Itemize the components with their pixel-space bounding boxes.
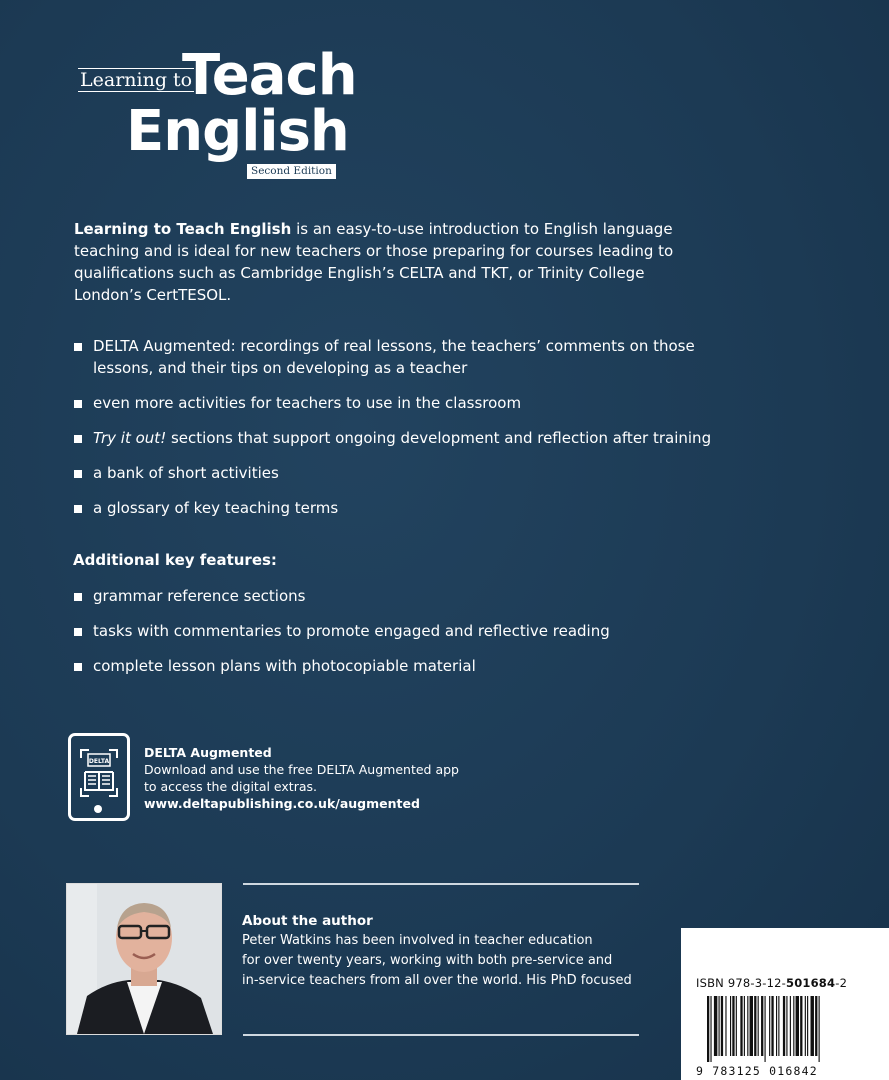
about-author-line: in-service teachers from all over the world. His PhD focused bbox=[242, 973, 632, 988]
bullet-square-icon bbox=[74, 505, 82, 513]
intro-text: is an easy-to-use introduction to English language teaching and is ideal for new teachers or those preparing for courses leading to qualifications such as Cambridge English’s CELTA and TKT, or Trinity College London’s CertTESOL. bbox=[74, 220, 674, 304]
bullet-square-icon bbox=[74, 343, 82, 351]
book-logo bbox=[78, 43, 357, 186]
about-author-heading: About the author bbox=[242, 913, 373, 929]
bullet-square-icon bbox=[74, 593, 82, 601]
intro-paragraph bbox=[74, 218, 714, 306]
list-item: grammar reference sections bbox=[74, 585, 754, 607]
bullet-square-icon bbox=[74, 470, 82, 478]
divider-top bbox=[243, 883, 639, 885]
barcode-icon bbox=[707, 996, 857, 1062]
bullet-square-icon bbox=[74, 435, 82, 443]
logo-edition-badge: Second Edition bbox=[247, 164, 336, 179]
intro-title: Learning to Teach English bbox=[74, 220, 292, 238]
augmented-book-icon bbox=[79, 748, 119, 798]
list-item: a bank of short activities bbox=[74, 462, 754, 484]
feature-list bbox=[74, 335, 754, 532]
delta-title: DELTA Augmented bbox=[144, 745, 272, 760]
delta-augmented-info bbox=[144, 744, 459, 812]
about-author-line: Peter Watkins has been involved in teacher education bbox=[242, 933, 593, 948]
isbn-barcode-panel bbox=[681, 928, 889, 1080]
about-author-line: for over twenty years, working with both pre-service and bbox=[242, 953, 613, 968]
list-item: a glossary of key teaching terms bbox=[74, 497, 754, 519]
about-author bbox=[242, 911, 642, 991]
logo-learning-to: Learning to bbox=[80, 69, 193, 91]
delta-line-2: to access the digital extras. bbox=[144, 779, 317, 794]
author-photo bbox=[66, 883, 222, 1035]
phone-app-icon bbox=[68, 733, 130, 821]
list-item: DELTA Augmented: recordings of real lessons, the teachers’ comments on those lessons, and their tips on developing as a teacher bbox=[74, 335, 754, 379]
phone-home-button bbox=[94, 805, 102, 813]
delta-url-link[interactable]: www.deltapublishing.co.uk/augmented bbox=[144, 796, 420, 811]
isbn-number: ISBN 978-3-12-501684-2 bbox=[696, 976, 848, 990]
logo-teach: Teach bbox=[182, 43, 357, 108]
bullet-square-icon bbox=[74, 663, 82, 671]
list-item: complete lesson plans with photocopiable material bbox=[74, 655, 754, 677]
bullet-square-icon bbox=[74, 628, 82, 636]
delta-line-1: Download and use the free DELTA Augmented app bbox=[144, 762, 459, 777]
divider-bottom bbox=[243, 1034, 639, 1036]
bullet-square-icon bbox=[74, 400, 82, 408]
list-item: even more activities for teachers to use in the classroom bbox=[74, 392, 754, 414]
list-item: tasks with commentaries to promote engaged and reflective reading bbox=[74, 620, 754, 642]
delta-icon-label: DELTA bbox=[88, 758, 110, 765]
additional-feature-list bbox=[74, 585, 754, 690]
logo-english: English bbox=[126, 99, 349, 164]
barcode-digits: 9 783125 016842 bbox=[696, 1064, 818, 1078]
list-item: Try it out! sections that support ongoing development and reflection after training bbox=[74, 427, 754, 449]
additional-features-heading: Additional key features: bbox=[73, 551, 277, 569]
